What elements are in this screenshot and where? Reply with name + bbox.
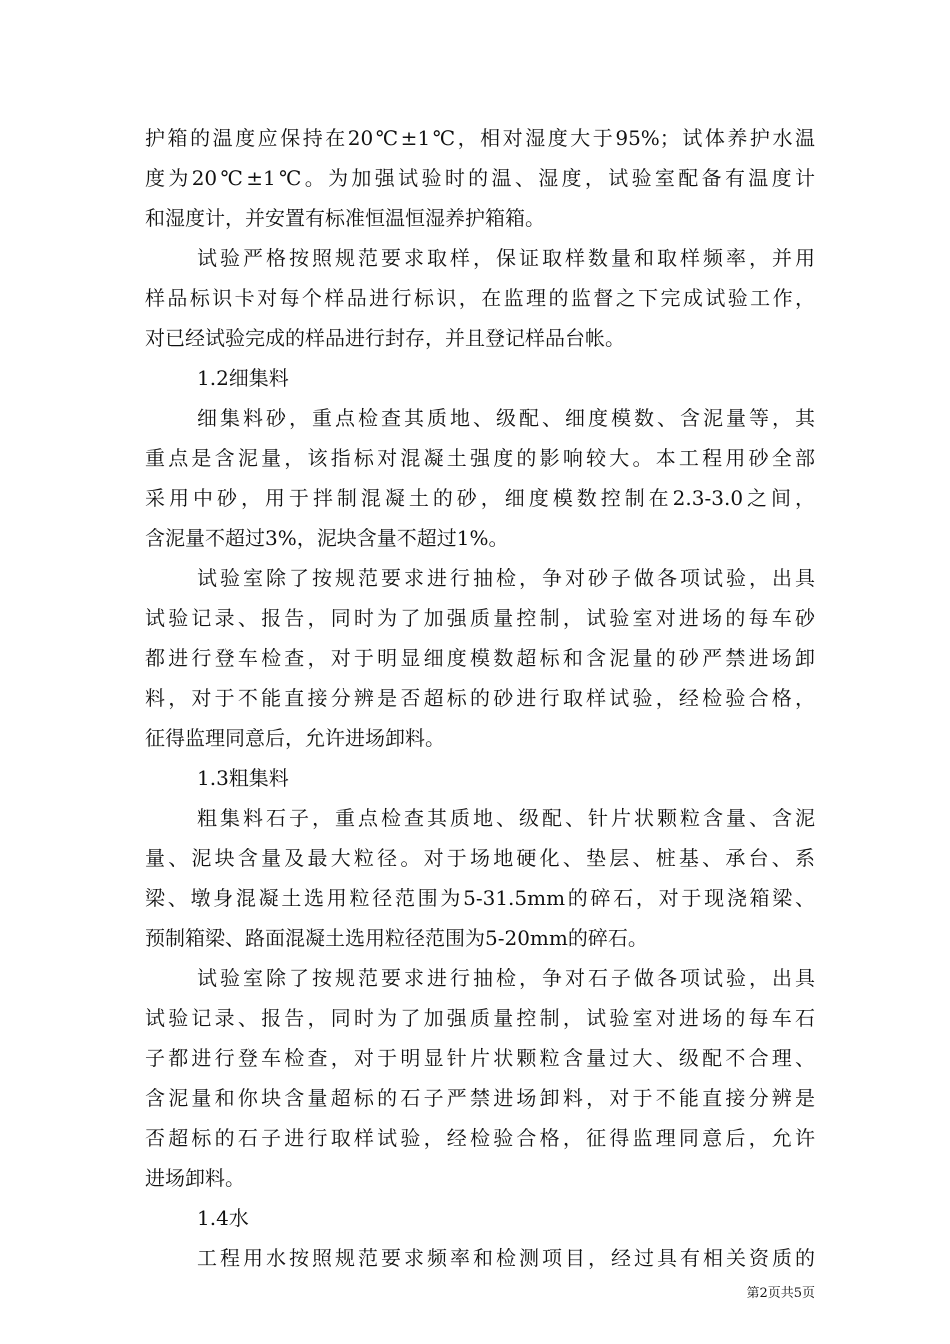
text-line: 征得监理同意后，允许进场卸料。 [145,726,445,750]
section-heading: 1.3粗集料 [197,766,289,790]
section-heading: 1.2细集料 [197,366,289,390]
text-line: 预制箱梁、路面混凝土选用粒径范围为5-20mm的碎石。 [145,926,648,950]
text-line: 工程用水按照规范要求频率和检测项目，经过具有相关资质的 [197,1246,815,1270]
text-line: 试验严格按照规范要求取样，保证取样数量和取样频率，并用 [197,246,815,270]
text-line: 度为20℃±1℃。为加强试验时的温、湿度，试验室配备有温度计 [145,166,815,190]
text-line: 细集料砂，重点检查其质地、级配、细度模数、含泥量等，其 [197,406,815,430]
text-line: 和湿度计，并安置有标准恒温恒湿养护箱箱。 [145,206,545,230]
text-line: 试验记录、报告，同时为了加强质量控制，试验室对进场的每车石 [145,1006,815,1030]
text-line: 子都进行登车检查，对于明显针片状颗粒含量过大、级配不合理、 [145,1046,815,1070]
text-line: 料，对于不能直接分辨是否超标的砂进行取样试验，经检验合格， [145,686,815,710]
page-number: 第2页共5页 [746,1286,815,1301]
text-line: 都进行登车检查，对于明显细度模数超标和含泥量的砂严禁进场卸 [145,646,815,670]
text-line: 样品标识卡对每个样品进行标识，在监理的监督之下完成试验工作， [145,286,815,310]
text-line: 试验室除了按规范要求进行抽检，争对砂子做各项试验，出具 [197,566,815,590]
section-heading: 1.4水 [197,1206,249,1230]
text-line: 试验室除了按规范要求进行抽检，争对石子做各项试验，出具 [197,966,815,990]
body-text [145,118,815,1278]
text-line: 采用中砂，用于拌制混凝土的砂，细度模数控制在2.3-3.0之间， [145,486,815,510]
text-line: 进场卸料。 [145,1166,245,1190]
text-line: 否超标的石子进行取样试验，经检验合格，征得监理同意后，允许 [145,1126,815,1150]
text-line: 含泥量和你块含量超标的石子严禁进场卸料，对于不能直接分辨是 [145,1086,815,1110]
text-line: 对已经试验完成的样品进行封存，并且登记样品台帐。 [145,326,625,350]
text-line: 护箱的温度应保持在20℃±1℃，相对湿度大于95%；试体养护水温 [145,126,815,150]
text-line: 重点是含泥量，该指标对混凝土强度的影响较大。本工程用砂全部 [145,446,815,470]
text-line: 量、泥块含量及最大粒径。对于场地硬化、垫层、桩基、承台、系 [145,846,815,870]
text-line: 粗集料石子，重点检查其质地、级配、针片状颗粒含量、含泥 [197,806,815,830]
text-line: 梁、墩身混凝土选用粒径范围为5-31.5mm的碎石，对于现浇箱梁、 [145,886,815,910]
text-line: 试验记录、报告，同时为了加强质量控制，试验室对进场的每车砂 [145,606,815,630]
text-line: 含泥量不超过3%，泥块含量不超过1%。 [145,526,509,550]
